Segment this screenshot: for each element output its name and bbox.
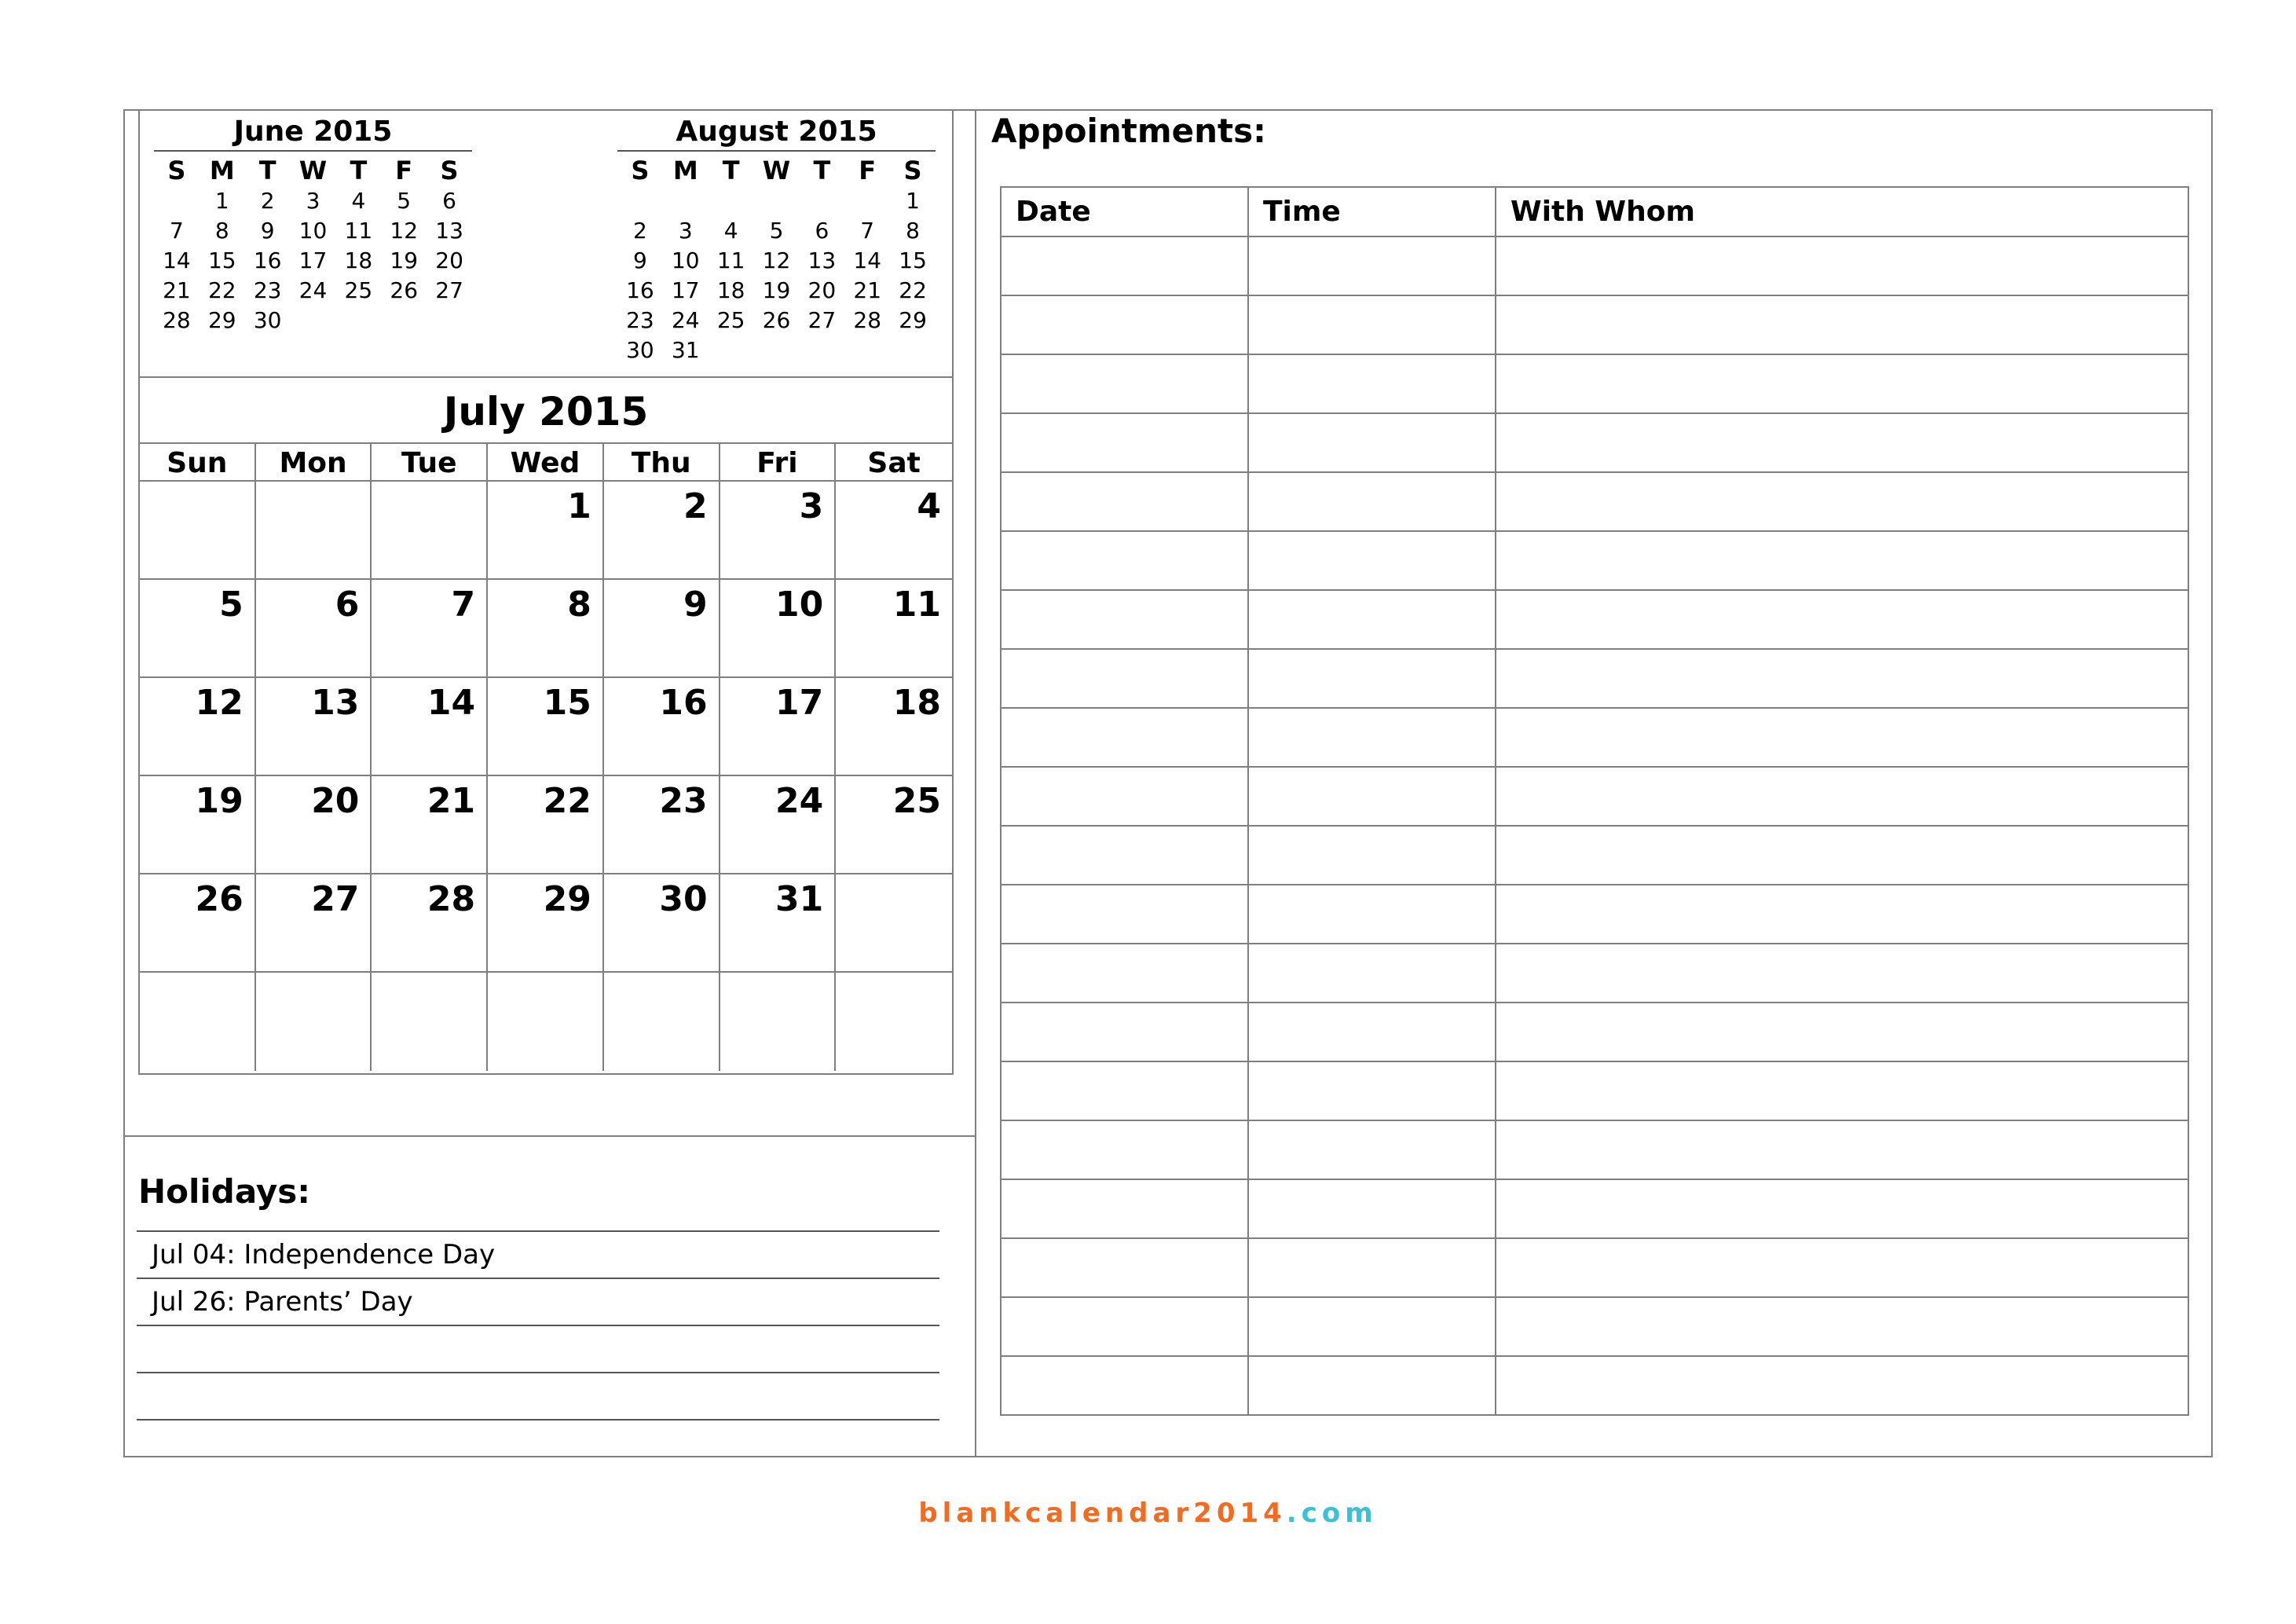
mini-day-cell: 14 [163, 247, 191, 273]
weekday-header: Mon [256, 444, 372, 482]
day-cell: 31 [720, 874, 837, 973]
mini-weekday-header: T [350, 156, 368, 185]
with-whom-cell [1496, 354, 2188, 413]
mini-day-cell: 2 [260, 188, 275, 214]
day-cell: 30 [604, 874, 720, 973]
mini-day-cell: 4 [723, 218, 738, 244]
mini-day-cell: 27 [435, 277, 463, 303]
day-cell: 23 [604, 776, 720, 874]
appointments-title: Appointments: [991, 112, 1266, 150]
footer-site-tld: .com [1286, 1498, 1378, 1529]
appointment-row [1001, 1003, 2188, 1061]
mini-day-cell [754, 186, 800, 216]
mini-day-cell [799, 186, 844, 216]
mini-day-cell: 8 [906, 218, 920, 244]
day-cell [488, 973, 604, 1071]
date-cell [1001, 767, 1248, 826]
mini-weekday-header: F [395, 156, 413, 185]
time-cell [1248, 767, 1496, 826]
mini-calendar-june [154, 109, 472, 335]
mini-day-cell [154, 186, 200, 216]
mini-day-cell: 3 [306, 188, 320, 214]
mini-weekday-header: W [762, 156, 791, 185]
mini-day-cell: 16 [626, 277, 654, 303]
date-cell [1001, 1356, 1248, 1415]
weekday-header: Wed [488, 444, 604, 482]
appointment-row [1001, 354, 2188, 413]
mini-weekday-header: S [631, 156, 650, 185]
with-whom-cell [1496, 708, 2188, 767]
appointment-row [1001, 590, 2188, 649]
mini-day-cell: 8 [214, 218, 229, 244]
appointment-row [1001, 1179, 2188, 1238]
mini-day-cell: 30 [626, 337, 654, 363]
vertical-divider [975, 109, 976, 1457]
mini-day-cell: 7 [170, 218, 184, 244]
time-cell [1248, 649, 1496, 708]
with-whom-cell [1496, 1061, 2188, 1120]
mini-day-cell: 10 [671, 247, 700, 273]
day-cell: 4 [836, 482, 952, 580]
mini-day-cell: 17 [671, 277, 700, 303]
mini-day-cell: 21 [163, 277, 191, 303]
mini-weekday-header: S [167, 156, 186, 185]
date-cell [1001, 826, 1248, 885]
mini-calendars-box [138, 109, 954, 378]
time-cell [1248, 295, 1496, 354]
mini-day-cell [754, 335, 800, 365]
appointments-table [1000, 186, 2189, 1416]
appointment-row [1001, 649, 2188, 708]
mini-day-cell: 12 [390, 218, 419, 244]
day-cell [372, 973, 488, 1071]
date-cell [1001, 354, 1248, 413]
mini-day-cell: 25 [344, 277, 373, 303]
mini-weekday-header: S [440, 156, 459, 185]
mini-day-cell [381, 306, 427, 335]
day-cell: 24 [720, 776, 837, 874]
with-whom-cell [1496, 1179, 2188, 1238]
day-cell: 2 [604, 482, 720, 580]
with-whom-cell [1496, 1297, 2188, 1356]
with-whom-cell [1496, 295, 2188, 354]
time-cell [1248, 590, 1496, 649]
time-cell [1248, 472, 1496, 531]
appointment-row [1001, 1356, 2188, 1415]
day-cell: 14 [372, 678, 488, 776]
mini-day-cell: 11 [344, 218, 373, 244]
day-cell: 9 [604, 580, 720, 678]
mini-day-cell: 2 [633, 218, 647, 244]
day-cell: 27 [256, 874, 372, 973]
mini-day-cell: 18 [344, 247, 373, 273]
with-whom-cell [1496, 472, 2188, 531]
date-cell [1001, 649, 1248, 708]
with-whom-cell [1496, 1003, 2188, 1061]
time-cell [1248, 1297, 1496, 1356]
mini-day-cell: 1 [214, 188, 229, 214]
day-cell: 5 [140, 580, 256, 678]
with-whom-cell [1496, 590, 2188, 649]
mini-day-cell: 4 [351, 188, 366, 214]
with-whom-cell [1496, 826, 2188, 885]
holiday-item: Jul 04: Independence Day [152, 1239, 496, 1270]
mini-weekday-header: M [672, 156, 698, 185]
mini-day-cell: 13 [435, 218, 463, 244]
time-cell [1248, 885, 1496, 944]
mini-day-cell: 11 [716, 247, 745, 273]
date-cell [1001, 885, 1248, 944]
with-whom-cell [1496, 1238, 2188, 1297]
mini-calendar-grid [154, 152, 472, 335]
mini-day-cell: 31 [671, 337, 700, 363]
day-cell [836, 973, 952, 1071]
appointment-row [1001, 413, 2188, 472]
weekday-header: Fri [720, 444, 837, 482]
mini-day-cell: 26 [762, 307, 791, 333]
mini-day-cell: 17 [298, 247, 328, 273]
appointment-row [1001, 472, 2188, 531]
day-cell [256, 482, 372, 580]
time-cell [1248, 944, 1496, 1003]
mini-day-cell: 12 [762, 247, 791, 273]
mini-day-cell: 29 [899, 307, 927, 333]
mini-day-cell: 18 [716, 277, 745, 303]
day-cell: 29 [488, 874, 604, 973]
mini-day-cell: 5 [769, 218, 784, 244]
month-calendar-july [138, 376, 954, 1075]
day-cell [372, 482, 488, 580]
appointment-row [1001, 531, 2188, 590]
time-cell [1248, 1120, 1496, 1179]
mini-day-cell [335, 306, 381, 335]
mini-day-cell: 15 [207, 247, 236, 273]
time-cell [1248, 708, 1496, 767]
column-header-time: Time [1248, 187, 1496, 236]
weekday-header: Sun [140, 444, 256, 482]
mini-day-cell: 15 [899, 247, 927, 273]
mini-day-cell: 6 [442, 188, 456, 214]
mini-day-cell [709, 335, 754, 365]
time-cell [1248, 236, 1496, 295]
day-cell: 11 [836, 580, 952, 678]
appointment-row [1001, 1238, 2188, 1297]
holiday-rule [137, 1230, 939, 1232]
date-cell [1001, 531, 1248, 590]
mini-day-cell [844, 335, 890, 365]
day-cell [140, 973, 256, 1071]
date-cell [1001, 590, 1248, 649]
mini-day-cell: 13 [807, 247, 837, 273]
time-cell [1248, 354, 1496, 413]
month-calendar-grid [140, 444, 952, 1071]
mini-day-cell: 23 [253, 277, 282, 303]
mini-weekday-header: T [722, 156, 740, 185]
mini-calendar-grid [617, 152, 936, 365]
time-cell [1248, 1003, 1496, 1061]
with-whom-cell [1496, 885, 2188, 944]
appointment-row [1001, 767, 2188, 826]
date-cell [1001, 1061, 1248, 1120]
mini-day-cell: 9 [260, 218, 275, 244]
mini-day-cell: 21 [853, 277, 882, 303]
day-cell: 3 [720, 482, 837, 580]
day-cell: 15 [488, 678, 604, 776]
date-cell [1001, 236, 1248, 295]
mini-day-cell: 19 [762, 277, 791, 303]
day-cell [836, 874, 952, 973]
column-header-with-whom: With Whom [1496, 187, 2188, 236]
mini-day-cell: 25 [716, 307, 745, 333]
appointment-row [1001, 1297, 2188, 1356]
day-cell: 8 [488, 580, 604, 678]
with-whom-cell [1496, 944, 2188, 1003]
mini-calendar-august [617, 109, 936, 365]
day-cell: 22 [488, 776, 604, 874]
mini-day-cell: 23 [626, 307, 654, 333]
time-cell [1248, 1356, 1496, 1415]
day-cell: 12 [140, 678, 256, 776]
mini-weekday-header: S [903, 156, 922, 185]
mini-calendar-title: August 2015 [617, 109, 936, 152]
day-cell: 7 [372, 580, 488, 678]
date-cell [1001, 944, 1248, 1003]
with-whom-cell [1496, 767, 2188, 826]
day-cell: 17 [720, 678, 837, 776]
horizontal-divider [123, 1135, 976, 1137]
mini-day-cell [799, 335, 844, 365]
mini-day-cell: 1 [906, 188, 920, 214]
with-whom-cell [1496, 649, 2188, 708]
day-cell: 20 [256, 776, 372, 874]
appointments-header-row [1001, 187, 2188, 236]
with-whom-cell [1496, 1120, 2188, 1179]
day-cell: 10 [720, 580, 837, 678]
appointment-row [1001, 236, 2188, 295]
mini-day-cell: 29 [207, 307, 236, 333]
mini-day-cell [663, 186, 709, 216]
appointment-row [1001, 295, 2188, 354]
mini-day-cell: 27 [807, 307, 837, 333]
mini-day-cell [427, 306, 472, 335]
day-cell: 6 [256, 580, 372, 678]
day-cell [720, 973, 837, 1071]
appointment-row [1001, 1061, 2188, 1120]
time-cell [1248, 1061, 1496, 1120]
weekday-header: Tue [372, 444, 488, 482]
time-cell [1248, 826, 1496, 885]
day-cell: 25 [836, 776, 952, 874]
time-cell [1248, 413, 1496, 472]
day-cell: 21 [372, 776, 488, 874]
holiday-rule [137, 1372, 939, 1373]
mini-weekday-header: T [813, 156, 831, 185]
appointment-row [1001, 885, 2188, 944]
mini-day-cell: 7 [860, 218, 875, 244]
holidays-title: Holidays: [138, 1172, 311, 1211]
mini-day-cell: 24 [671, 307, 700, 333]
day-cell: 28 [372, 874, 488, 973]
weekday-header: Thu [604, 444, 720, 482]
holiday-rule [137, 1419, 939, 1421]
holiday-item: Jul 26: Parents’ Day [152, 1286, 413, 1318]
mini-day-cell: 28 [163, 307, 191, 333]
weekday-header: Sat [836, 444, 952, 482]
mini-weekday-header: F [859, 156, 877, 185]
mini-day-cell [890, 335, 936, 365]
day-cell: 26 [140, 874, 256, 973]
mini-day-cell: 3 [678, 218, 693, 244]
mini-day-cell: 22 [899, 277, 927, 303]
day-cell: 1 [488, 482, 604, 580]
mini-day-cell: 30 [253, 307, 282, 333]
month-calendar-title: July 2015 [140, 378, 952, 444]
day-cell [140, 482, 256, 580]
mini-weekday-header: M [209, 156, 235, 185]
mini-day-cell: 9 [633, 247, 647, 273]
mini-day-cell [291, 306, 336, 335]
appointment-row [1001, 944, 2188, 1003]
date-cell [1001, 472, 1248, 531]
with-whom-cell [1496, 1356, 2188, 1415]
mini-day-cell: 20 [807, 277, 837, 303]
column-header-date: Date [1001, 187, 1248, 236]
mini-calendar-title: June 2015 [154, 109, 472, 152]
holiday-rule [137, 1278, 939, 1279]
with-whom-cell [1496, 531, 2188, 590]
appointment-row [1001, 826, 2188, 885]
date-cell [1001, 413, 1248, 472]
mini-day-cell [844, 186, 890, 216]
day-cell: 13 [256, 678, 372, 776]
day-cell [604, 973, 720, 1071]
appointment-row [1001, 1120, 2188, 1179]
footer-brand [0, 1498, 2296, 1529]
date-cell [1001, 1297, 1248, 1356]
date-cell [1001, 708, 1248, 767]
with-whom-cell [1496, 236, 2188, 295]
mini-day-cell: 28 [853, 307, 882, 333]
mini-day-cell: 5 [397, 188, 412, 214]
appointment-row [1001, 708, 2188, 767]
mini-day-cell: 26 [390, 277, 419, 303]
date-cell [1001, 1179, 1248, 1238]
date-cell [1001, 1238, 1248, 1297]
time-cell [1248, 1238, 1496, 1297]
mini-day-cell: 6 [815, 218, 829, 244]
date-cell [1001, 1003, 1248, 1061]
mini-day-cell: 24 [298, 277, 328, 303]
holiday-rule [137, 1325, 939, 1326]
mini-day-cell [617, 186, 663, 216]
mini-day-cell: 19 [390, 247, 419, 273]
day-cell: 19 [140, 776, 256, 874]
day-cell: 16 [604, 678, 720, 776]
mini-day-cell [709, 186, 754, 216]
day-cell: 18 [836, 678, 952, 776]
mini-day-cell: 10 [298, 218, 328, 244]
footer-site-name: blankcalendar2014 [918, 1498, 1287, 1529]
time-cell [1248, 531, 1496, 590]
date-cell [1001, 1120, 1248, 1179]
mini-day-cell: 22 [207, 277, 236, 303]
day-cell [256, 973, 372, 1071]
with-whom-cell [1496, 413, 2188, 472]
time-cell [1248, 1179, 1496, 1238]
mini-weekday-header: W [298, 156, 328, 185]
mini-day-cell: 14 [853, 247, 882, 273]
mini-day-cell: 16 [253, 247, 282, 273]
mini-weekday-header: T [258, 156, 276, 185]
mini-day-cell: 20 [435, 247, 463, 273]
date-cell [1001, 295, 1248, 354]
